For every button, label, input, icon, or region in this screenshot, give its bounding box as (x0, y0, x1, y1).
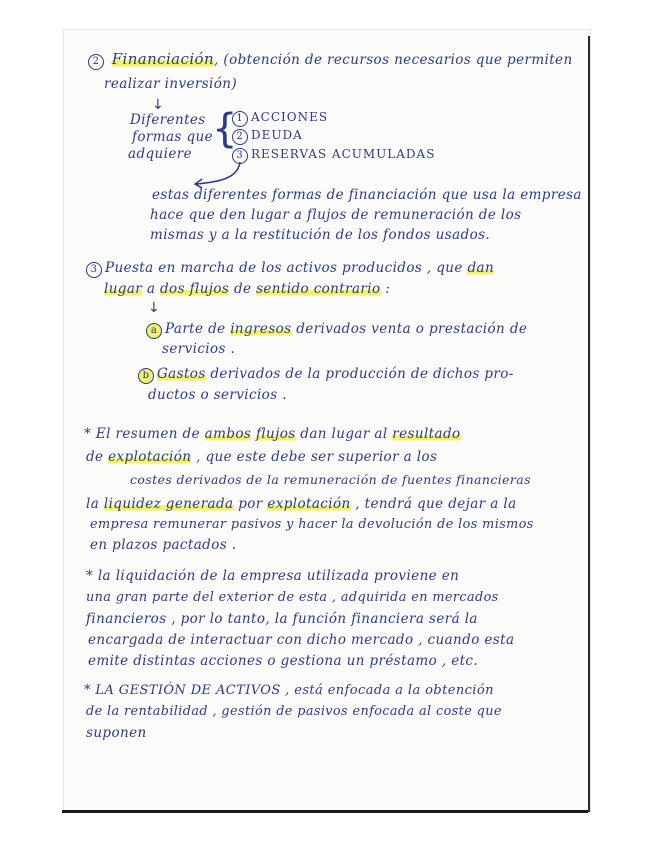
p3-line-1: * la liquidación de la empresa utilizada proviene en (86, 568, 460, 584)
brace-icon: { (212, 106, 238, 152)
section-2-line-2: realizar inversión) (104, 76, 238, 92)
point-a-mark: a (146, 323, 162, 339)
p4-line-2: de la rentabilidad , gestión de pasivos enfocada al coste que (86, 704, 502, 719)
section-2-title: Financiación (111, 50, 215, 68)
ways-item-3: 3 RESERVAS ACUMULADAS (232, 148, 435, 164)
point-b-mark: b (138, 368, 154, 384)
p1-line-2: de explotación , que este debe ser superior a los (86, 449, 438, 465)
p2-line-3: en plazos pactados . (90, 537, 237, 553)
section-3-number: 3 (86, 262, 102, 278)
p1-line-3: costes derivados de la remuneración de fuentes financieras (130, 472, 531, 487)
section-2-text: , (obtención de recursos necesarios que permiten (214, 52, 573, 68)
ways-label-1: Diferentes (130, 112, 206, 128)
ways-label-3: adquiere (128, 146, 192, 162)
section-3-line-1: 3 Puesta en marcha de los activos producidos , que dan (86, 262, 494, 278)
p4-line-1: * LA GESTIÓN DE ACTIVOS , está enfocada a la obtención (84, 683, 494, 698)
p2-line-1: la liquidez generada por explotación , tendrá que dejar a la (86, 496, 517, 512)
p2-line-2: empresa remunerar pasivos y hacer la devolución de los mismos (90, 517, 534, 532)
p4-line-3: suponen (86, 725, 147, 741)
curved-arrow-icon (190, 160, 250, 190)
ways-label-2: formas que (132, 129, 213, 145)
point-a-line-2: servicios . (162, 341, 236, 357)
point-b-line-2: ductos o servicios . (148, 387, 287, 403)
note-line-1: estas diferentes formas de financiación que usa la empresa (152, 187, 582, 203)
section-2-line-1 (88, 52, 573, 70)
ways-item-1: 1 ACCIONES (232, 111, 328, 127)
section-3-line-2: lugar a dos flujos de sentido contrario : (104, 281, 391, 297)
p3-line-4: encargada de interactuar con dicho mercado , cuando esta (88, 632, 515, 648)
note-line-2: hace que den lugar a flujos de remuneración de los (150, 207, 522, 223)
point-a-line-1: a Parte de ingresos derivados venta o prestación de (146, 323, 527, 339)
ways-item-2: 2 DEUDA (232, 129, 303, 145)
section-2-number: 2 (88, 54, 104, 70)
p3-line-2: una gran parte del exterior de esta , adquirida en mercados (86, 590, 499, 605)
p1-line-1: * El resumen de ambos flujos dan lugar al resultado (84, 426, 461, 442)
note-line-3: mismas y a la restitución de los fondos usados. (150, 227, 491, 243)
down-arrow-icon: ↓ (152, 97, 164, 113)
p3-line-5: emite distintas acciones o gestiona un préstamo , etc. (88, 653, 479, 669)
p3-line-3: financieros , por lo tanto, la función financiera será la (86, 611, 478, 627)
page-edge-right (588, 36, 590, 812)
point-b-line-1: b Gastos derivados de la producción de dichos pro- (138, 368, 514, 384)
down-arrow-icon-2: ↓ (148, 300, 160, 316)
page-edge-bottom (62, 810, 588, 813)
